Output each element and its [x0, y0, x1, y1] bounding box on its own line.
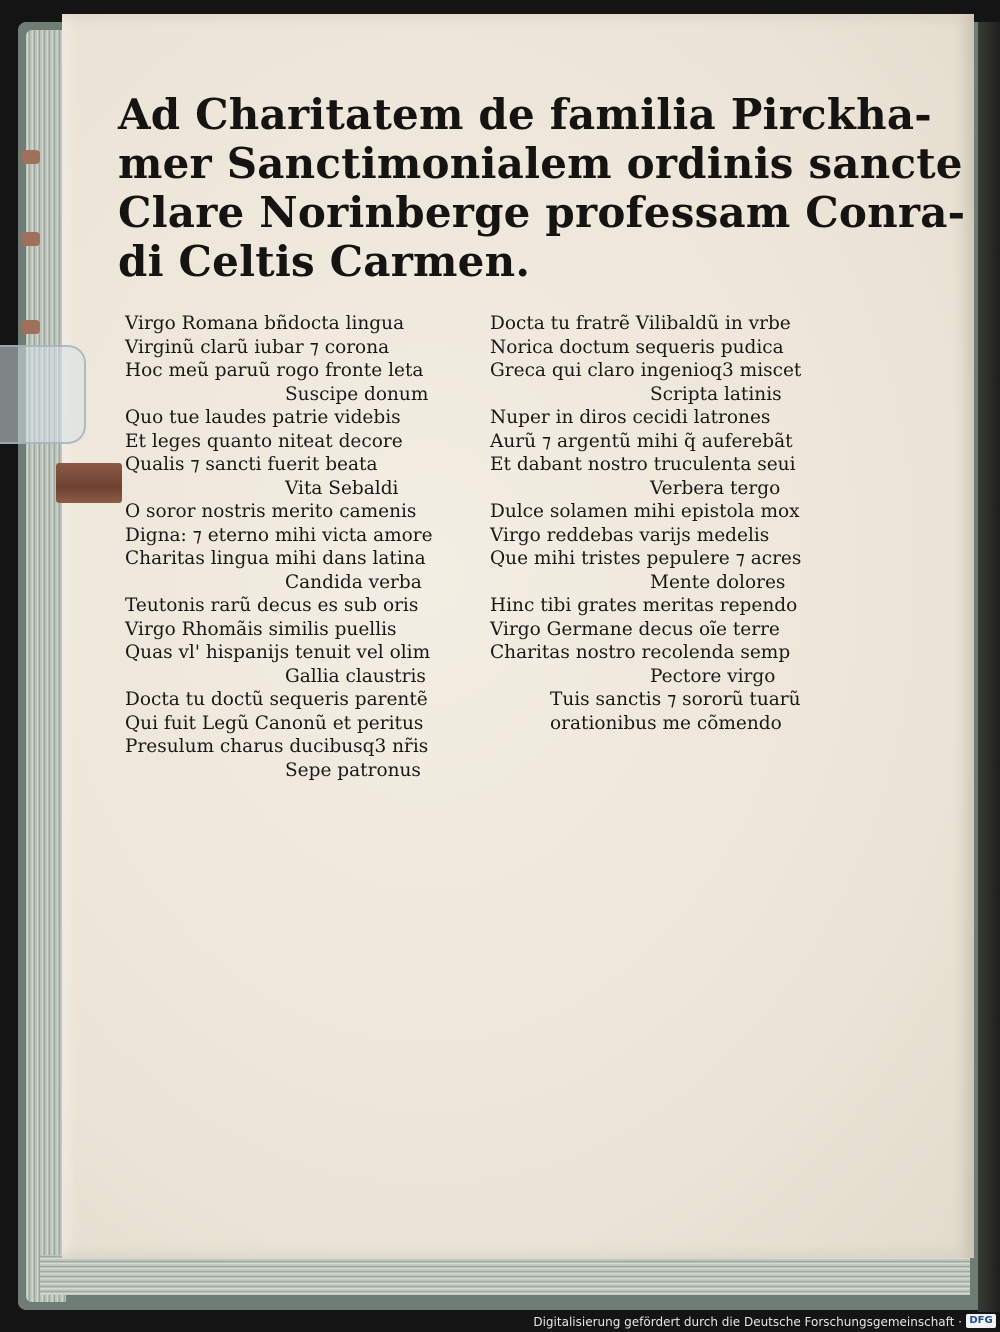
verse-line: Gallia claustris: [285, 665, 426, 687]
verse-line: Greca qui claro ingenioq3 miscet: [490, 360, 802, 381]
verse-line: Dulce solamen mihi epistola mox: [490, 501, 800, 522]
verse-line: Scripta latinis: [650, 383, 782, 405]
bottom-page-edges: [40, 1255, 970, 1295]
verse-line: Et leges quanto niteat decore: [125, 430, 403, 452]
verse-line: Hoc meũ paruũ rogo fronte leta: [125, 360, 424, 381]
page-clip: [0, 345, 86, 444]
verse-line: Aurũ ⁊ argentũ mihi q̃ auferebãt: [490, 430, 793, 452]
verse-line: Candida verba: [285, 571, 422, 593]
binding-tie: [22, 320, 40, 334]
page-edges: [26, 30, 66, 1302]
verse-line: Quo tue laudes patrie videbis: [125, 407, 401, 428]
facing-cover: [978, 22, 1000, 1312]
binding-tie: [22, 232, 40, 246]
verse-line: Virgo Rhomãis similis puellis: [125, 618, 397, 640]
verse-line: Qui fuit Legũ Canonũ et peritus: [125, 712, 424, 734]
title-line: Ad Charitatem de familia Pirckha-: [118, 90, 932, 139]
verse-line: Virgo reddebas varijs medelis: [490, 524, 770, 546]
verse-line: Et dabant nostro truculenta seui: [490, 454, 796, 475]
verse-line: orationibus me cõmendo: [550, 712, 782, 734]
verse-line: Pectore virgo: [650, 665, 776, 687]
verse-line: Charitas nostro recolenda semp: [490, 642, 791, 663]
verse-line: Quas vl' hispanijs tenuit vel olim: [125, 642, 431, 663]
verse-line: Que mihi tristes pepulere ⁊ acres: [490, 548, 802, 569]
verse-line: Virgo Germane decus oĩe terre: [490, 618, 780, 640]
poem-right-column: [490, 312, 850, 735]
verse-line: Presulum charus ducibusq3 nr̃is: [125, 736, 429, 757]
poem-left-column: [125, 312, 495, 782]
leather-tab: [56, 463, 122, 503]
verse-line: Sepe patronus: [285, 759, 421, 781]
verse-line: O soror nostris merito camenis: [125, 501, 417, 522]
binding-tie: [22, 150, 40, 164]
poem-title: [118, 90, 966, 286]
verse-line: Teutonis rarũ decus es sub oris: [125, 595, 419, 616]
verse-line: Charitas lingua mihi dans latina: [125, 548, 426, 569]
verse-line: Nuper in diros cecidi latrones: [490, 407, 771, 428]
verse-line: Virgo Romana bñdocta lingua: [125, 313, 405, 334]
verse-line: Docta tu fratrẽ Vilibaldũ in vrbe: [490, 313, 791, 334]
funding-credit: Digitalisierung gefördert durch die Deutsche Forschungsgemeinschaft ·: [533, 1315, 962, 1329]
verse-line: Norica doctum sequeris pudica: [490, 336, 784, 358]
verse-line: Mente dolores: [650, 571, 786, 593]
verse-line: Docta tu doctũ sequeris parentẽ: [125, 689, 428, 710]
dfg-logo: DFG: [966, 1314, 996, 1328]
verse-line: Vita Sebaldi: [285, 477, 399, 499]
verse-line: Hinc tibi grates meritas rependo: [490, 595, 798, 616]
verse-line: Suscipe donum: [285, 383, 429, 405]
verse-line: Tuis sanctis ⁊ sororũ tuarũ: [550, 689, 801, 710]
title-line: Clare Norinberge professam Conra-: [118, 188, 966, 237]
verse-line: Virginũ clarũ iubar ⁊ corona: [125, 336, 390, 358]
title-line: di Celtis Carmen.: [118, 237, 531, 286]
verse-line: Verbera tergo: [650, 477, 781, 499]
verse-line: Digna: ⁊ eterno mihi victa amore: [125, 524, 433, 546]
title-line: mer Sanctimonialem ordinis sancte: [118, 139, 963, 188]
verse-line: Qualis ⁊ sancti fuerit beata: [125, 454, 378, 475]
